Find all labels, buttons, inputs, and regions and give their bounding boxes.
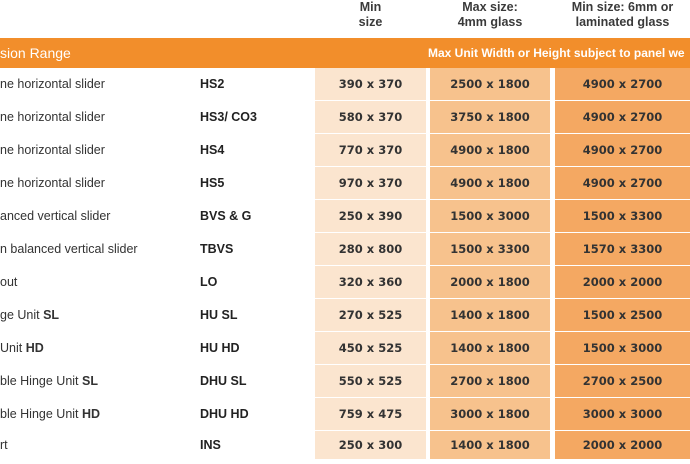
max-4mm-cell: 4900 x 1800	[430, 167, 550, 199]
max-4mm-cell: 4900 x 1800	[430, 134, 550, 166]
min-size-cell: 970 x 370	[315, 167, 426, 199]
min-6mm-cell: 3000 x 3000	[555, 398, 690, 430]
header-min-6mm	[555, 0, 690, 36]
product-name-text: ge Unit	[0, 308, 44, 322]
table-row	[0, 101, 690, 134]
max-4mm-cell: 1400 x 1800	[430, 431, 550, 459]
table-row	[0, 299, 690, 332]
product-code: HS5	[200, 176, 225, 190]
table-row	[0, 68, 690, 101]
product-name-suffix: HD	[25, 341, 44, 355]
product-name	[0, 332, 195, 364]
min-6mm-cell: 2000 x 2000	[555, 266, 690, 298]
min-size-cell: 280 x 800	[315, 233, 426, 265]
min-6mm-cell: 4900 x 2700	[555, 68, 690, 100]
product-name: ne horizontal slider	[0, 176, 105, 190]
table-row	[0, 266, 690, 299]
banner-note: Max Unit Width or Height subject to panel we	[428, 46, 685, 60]
min-size-cell: 250 x 300	[315, 431, 426, 459]
min-6mm-cell: 2000 x 2000	[555, 431, 690, 459]
product-name-suffix: HD	[82, 407, 101, 421]
max-4mm-cell: 1400 x 1800	[430, 299, 550, 331]
table-row	[0, 398, 690, 431]
product-name	[0, 398, 195, 430]
product-code: DHU SL	[200, 374, 247, 388]
min-size-cell: 450 x 525	[315, 332, 426, 364]
table-row	[0, 365, 690, 398]
max-4mm-cell: 2700 x 1800	[430, 365, 550, 397]
product-name: n balanced vertical slider	[0, 242, 138, 256]
product-code: LO	[200, 275, 218, 289]
size-table	[0, 68, 690, 464]
product-name-suffix: SL	[82, 374, 98, 388]
min-size-cell: 550 x 525	[315, 365, 426, 397]
section-banner	[0, 38, 690, 68]
min-6mm-cell: 1500 x 3000	[555, 332, 690, 364]
min-size-cell: 270 x 525	[315, 299, 426, 331]
product-name: rt	[0, 438, 8, 452]
product-code: HS3/ CO3	[200, 110, 257, 124]
table-row	[0, 431, 690, 464]
max-4mm-cell: 1500 x 3000	[430, 200, 550, 232]
min-6mm-cell: 4900 x 2700	[555, 101, 690, 133]
product-name-text: Unit	[0, 341, 26, 355]
product-code: HU SL	[200, 308, 238, 322]
table-row	[0, 332, 690, 365]
min-size-cell: 759 x 475	[315, 398, 426, 430]
product-name-text: ble Hinge Unit	[0, 374, 82, 388]
min-6mm-cell: 4900 x 2700	[555, 167, 690, 199]
product-name-text: ble Hinge Unit	[0, 407, 82, 421]
product-code: BVS & G	[200, 209, 252, 223]
min-size-cell: 390 x 370	[315, 68, 426, 100]
min-size-cell: 580 x 370	[315, 101, 426, 133]
product-name	[0, 299, 195, 331]
max-4mm-cell: 2000 x 1800	[430, 266, 550, 298]
max-4mm-cell: 1500 x 3300	[430, 233, 550, 265]
min-size-cell: 250 x 390	[315, 200, 426, 232]
product-code: DHU HD	[200, 407, 249, 421]
header-min6-line1: Min size: 6mm or	[571, 0, 674, 14]
min-size-cell: 320 x 360	[315, 266, 426, 298]
banner-title: sion Range	[0, 45, 71, 61]
table-row	[0, 233, 690, 266]
table-row	[0, 167, 690, 200]
min-6mm-cell: 4900 x 2700	[555, 134, 690, 166]
min-6mm-cell: 2700 x 2500	[555, 365, 690, 397]
header-min-line2: size	[358, 15, 383, 29]
min-6mm-cell: 1500 x 3300	[555, 200, 690, 232]
header-min6-line2: laminated glass	[575, 15, 670, 29]
product-code: HU HD	[200, 341, 240, 355]
product-name: ne horizontal slider	[0, 110, 105, 124]
header-max4-line2: 4mm glass	[457, 15, 523, 29]
max-4mm-cell: 3750 x 1800	[430, 101, 550, 133]
table-row	[0, 200, 690, 233]
product-code: TBVS	[200, 242, 234, 256]
max-4mm-cell: 1400 x 1800	[430, 332, 550, 364]
header-min-size	[315, 0, 426, 36]
min-6mm-cell: 1570 x 3300	[555, 233, 690, 265]
min-6mm-cell: 1500 x 2500	[555, 299, 690, 331]
max-4mm-cell: 2500 x 1800	[430, 68, 550, 100]
product-name-suffix: SL	[43, 308, 60, 322]
product-name: ne horizontal slider	[0, 143, 105, 157]
header-max-4mm	[430, 0, 550, 36]
product-name: ne horizontal slider	[0, 77, 105, 91]
min-size-cell: 770 x 370	[315, 134, 426, 166]
header-min-line1: Min	[359, 0, 382, 14]
product-name: anced vertical slider	[0, 209, 111, 223]
product-code: INS	[200, 438, 221, 452]
max-4mm-cell: 3000 x 1800	[430, 398, 550, 430]
table-row	[0, 134, 690, 167]
product-code: HS2	[200, 77, 225, 91]
header-max4-line1: Max size:	[462, 0, 518, 14]
product-name: out	[0, 275, 18, 289]
product-code: HS4	[200, 143, 225, 157]
product-name	[0, 365, 195, 397]
